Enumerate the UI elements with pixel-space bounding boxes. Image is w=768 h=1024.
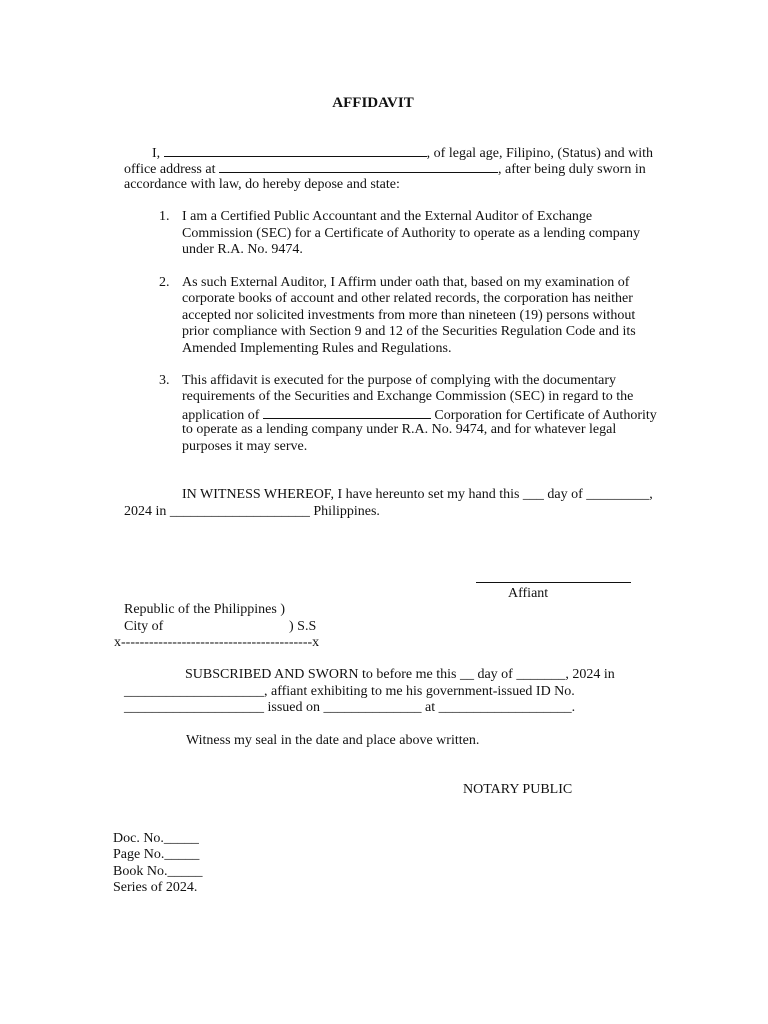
intro-after-address: , after being duly sworn in bbox=[497, 162, 646, 177]
affiant-label: Affiant bbox=[508, 586, 549, 601]
item-3-line-4: to operate as a lending company under R.A. No. 9474, and for whatever legal bbox=[182, 422, 617, 437]
application-suffix: Corporation for Certificate of Authority bbox=[434, 408, 657, 423]
item-3-line-2: requirements of the Securities and Exchange Commission (SEC) in regard to the bbox=[182, 389, 634, 404]
intro-office-address: office address at bbox=[124, 162, 216, 177]
item-1-number: 1. bbox=[159, 209, 170, 224]
jurat-line-1: SUBSCRIBED AND SWORN to before me this __ day of _______, 2024 in bbox=[185, 667, 615, 682]
item-1-line-1: I am a Certified Public Accountant and the External Auditor of Exchange bbox=[182, 209, 593, 224]
item-2-line-2: corporate books of account and other related records, the corporation has neither bbox=[182, 291, 633, 306]
jurat-line-2: ____________________, affiant exhibiting to me his government-issued ID No. bbox=[124, 684, 575, 699]
item-1-line-2: Commission (SEC) for a Certificate of Authority to operate as a lending company bbox=[182, 226, 641, 241]
venue-ss: ) S.S bbox=[289, 619, 317, 634]
page-no: Page No._____ bbox=[113, 847, 200, 862]
item-2-line-3: accepted nor solicited investments from more than nineteen (19) persons without bbox=[182, 308, 636, 323]
application-prefix: application of bbox=[182, 408, 260, 423]
intro-after-name: , of legal age, Filipino, (Status) and with bbox=[426, 146, 653, 161]
witness-line-2: 2024 in ____________________ Philippines. bbox=[124, 504, 380, 519]
item-3-line-1: This affidavit is executed for the purpose of complying with the documentary bbox=[182, 373, 617, 388]
book-no: Book No._____ bbox=[113, 864, 203, 879]
venue-city: City of bbox=[124, 619, 164, 634]
corporation-name-blank[interactable] bbox=[263, 406, 431, 419]
notary-public-label: NOTARY PUBLIC bbox=[463, 782, 573, 797]
witness-line-1: IN WITNESS WHEREOF, I have hereunto set my hand this ___ day of _________, bbox=[182, 487, 653, 502]
intro-line-3: accordance with law, do hereby depose and state: bbox=[124, 177, 400, 192]
document-title: AFFIDAVIT bbox=[332, 95, 414, 111]
venue-divider: x-----------------------------------------x bbox=[114, 635, 320, 650]
seal-text: Witness my seal in the date and place above written. bbox=[186, 733, 480, 748]
item-1-line-3: under R.A. No. 9474. bbox=[182, 242, 303, 257]
item-3-line-5: purposes it may serve. bbox=[182, 439, 308, 454]
item-2-line-4: prior compliance with Section 9 and 12 of the Securities Regulation Code and its bbox=[182, 324, 636, 339]
intro-line-2 bbox=[124, 160, 646, 179]
series: Series of 2024. bbox=[113, 880, 198, 895]
affiant-signature-line[interactable] bbox=[476, 568, 631, 583]
item-2-number: 2. bbox=[159, 275, 170, 290]
jurat-line-3: ____________________ issued on ______________ at ___________________. bbox=[124, 700, 576, 715]
venue-republic: Republic of the Philippines ) bbox=[124, 602, 285, 617]
doc-no: Doc. No._____ bbox=[113, 831, 199, 846]
address-blank[interactable] bbox=[219, 160, 498, 173]
item-3-number: 3. bbox=[159, 373, 170, 388]
intro-i: I, bbox=[152, 146, 161, 161]
item-2-line-5: Amended Implementing Rules and Regulations. bbox=[182, 341, 452, 356]
item-2-line-1: As such External Auditor, I Affirm under oath that, based on my examination of bbox=[182, 275, 630, 290]
name-blank[interactable] bbox=[164, 144, 427, 157]
